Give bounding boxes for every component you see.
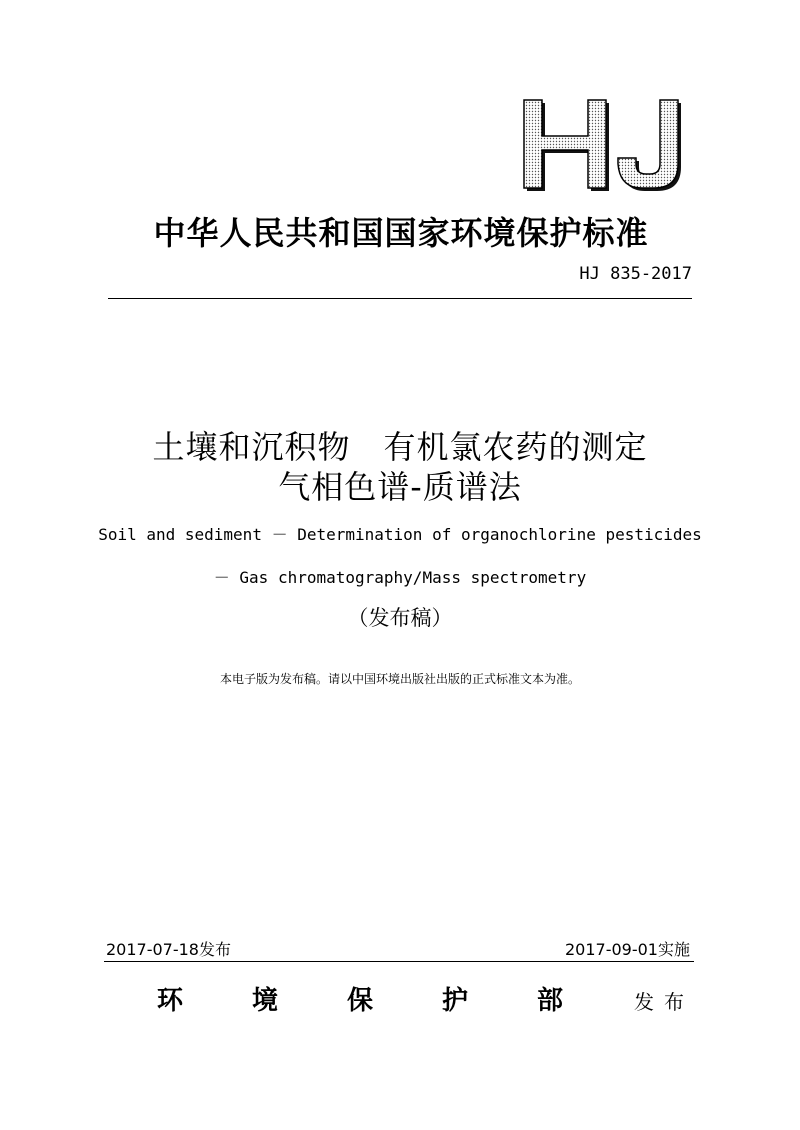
standard-number: HJ 835-2017: [579, 264, 692, 284]
ministry-char-1: 环: [156, 986, 183, 1016]
title-zh-line1: 土壤和沉积物 有机氯农药的测定: [152, 428, 648, 466]
title-en-line1: Soil and sediment － Determination of organochlorine pesticides: [98, 525, 702, 544]
draft-label: （发布稿）: [347, 606, 453, 630]
agency-title: 中华人民共和国国家环境保护标准: [153, 214, 649, 252]
issue-word: 发布: [634, 990, 694, 1014]
ministry-char-4: 护: [441, 986, 468, 1016]
implementation-date: 2017-09-01实施: [565, 940, 690, 959]
footer-divider: [104, 961, 694, 962]
ministry-char-2: 境: [251, 986, 278, 1016]
title-en-line2: － Gas chromatography/Mass spectrometry: [213, 568, 587, 587]
title-zh-line2: 气相色谱-质谱法: [278, 468, 522, 506]
ministry-char-5: 部: [536, 986, 563, 1016]
issue-date: 2017-07-18发布: [106, 940, 231, 959]
header-divider: [108, 298, 692, 299]
ministry-char-3: 保: [346, 986, 373, 1016]
edition-notice: 本电子版为发布稿。请以中国环境出版社出版的正式标准文本为准。: [219, 672, 580, 686]
hj-logo: [510, 92, 690, 192]
